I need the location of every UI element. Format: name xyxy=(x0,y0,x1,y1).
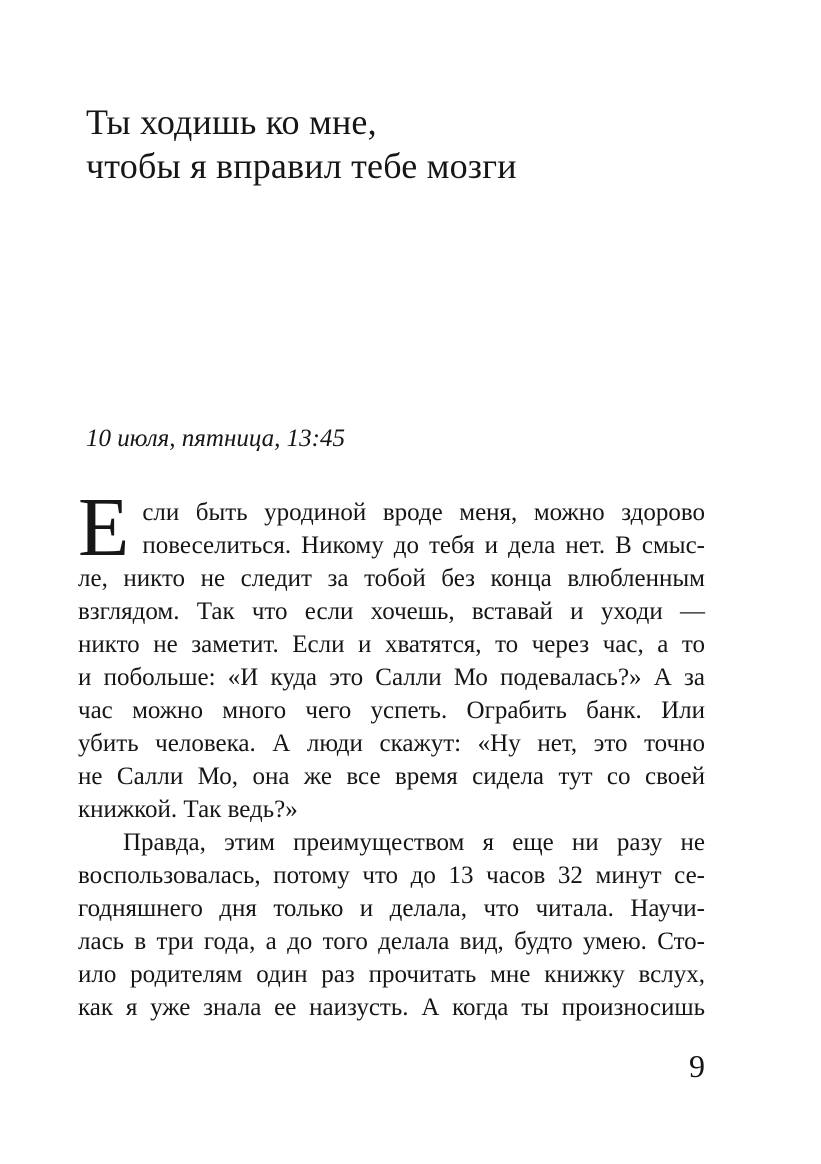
text-line: никто не заметит. Если и хватятся, то через час, а то xyxy=(78,631,705,658)
text-line: час можно много чего успеть. Ограбить банк. Или xyxy=(78,697,705,724)
chapter-title-line-2: чтобы я вправил тебе мозги xyxy=(86,146,517,186)
text-line: не Салли Мо, она же все время сидела тут со своей xyxy=(78,763,705,790)
entry-dateline: 10 июля, пятница, 13:45 xyxy=(86,425,345,452)
page-number: 9 xyxy=(689,1048,705,1084)
text-line: как я уже знала ее наизусть. А когда ты произносишь xyxy=(78,994,705,1021)
drop-cap: Е xyxy=(78,481,130,574)
text-line: повеселиться. Никому до тебя и дела нет. В смыс- xyxy=(142,532,705,559)
text-line: и побольше: «И куда это Салли Мо подевалась?» А за xyxy=(78,664,705,691)
text-line: ле, никто не следит за тобой без конца влюбленным xyxy=(78,565,705,592)
paragraph xyxy=(78,481,705,826)
chapter-title xyxy=(86,100,517,188)
text-line: лась в три года, а до того делала вид, будто умею. Сто- xyxy=(78,928,705,955)
text-line: взглядом. Так что если хочешь, вставай и уходи — xyxy=(78,598,705,625)
text-line: книжкой. Так ведь?» xyxy=(78,796,298,823)
text-line: воспользовалась, потому что до 13 часов 32 минут се- xyxy=(78,862,705,889)
paragraph xyxy=(78,826,705,1024)
body-text xyxy=(78,481,705,1024)
chapter-title-line-1: Ты ходишь ко мне, xyxy=(86,102,377,142)
text-line: Правда, этим преимуществом я еще ни разу не xyxy=(123,829,705,856)
text-line: сли быть уродиной вроде меня, можно здорово xyxy=(142,499,705,526)
text-line: убить человека. А люди скажут: «Ну нет, это точно xyxy=(78,730,705,757)
text-line: ило родителям один раз прочитать мне книжку вслух, xyxy=(78,961,705,988)
text-line: годняшнего дня только и делала, что читала. Научи- xyxy=(78,895,705,922)
